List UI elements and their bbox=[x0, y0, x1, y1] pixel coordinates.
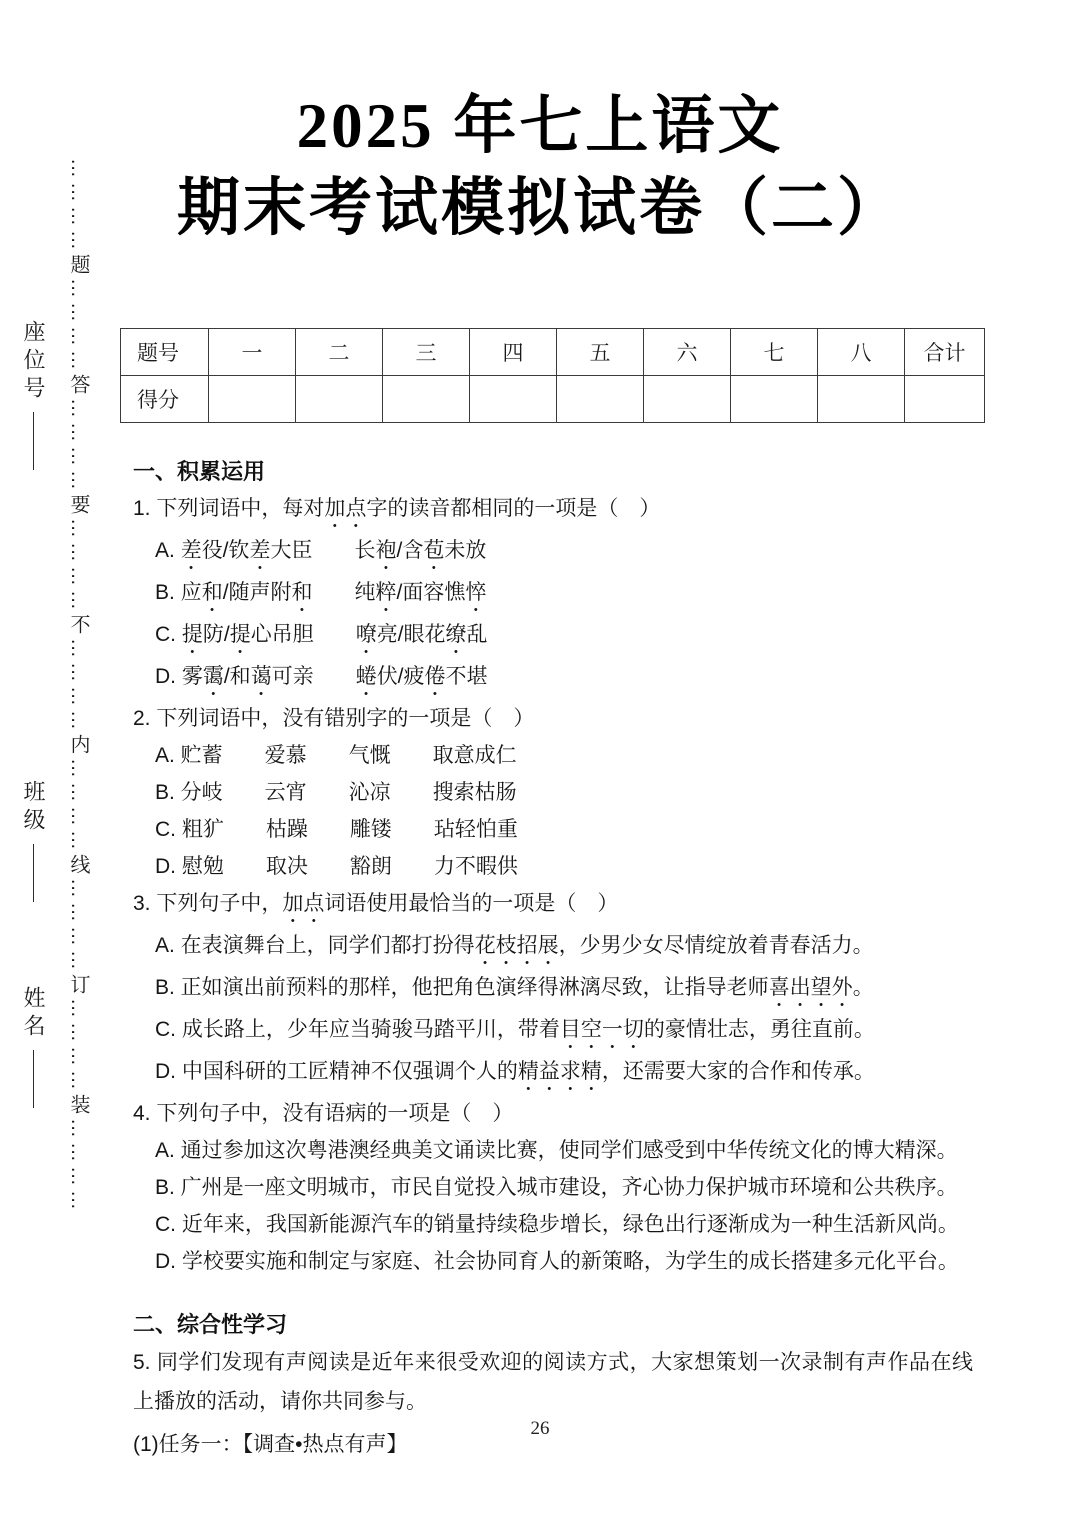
question-1-option-d: D. 雾霭/和蔼可亲 蜷伏/疲倦不堪 bbox=[155, 664, 488, 688]
class-blank bbox=[33, 844, 34, 902]
question-2-option-b: B. 分岐 云宵 沁凉 搜索枯肠 bbox=[155, 780, 517, 804]
question-3-option-b: B. 正如演出前预料的那样，他把角色演绎得淋漓尽致，让指导老师喜出望外。 bbox=[155, 975, 874, 999]
title-block bbox=[0, 0, 1080, 250]
question-number-header: 题号 bbox=[121, 328, 209, 375]
score-blank-cell bbox=[296, 375, 383, 422]
score-header-cell: 七 bbox=[731, 328, 818, 375]
score-header-cell: 一 bbox=[209, 328, 296, 375]
score-blank-cell bbox=[209, 375, 296, 422]
question-5-task1: (1)任务一：【调查•热点有声】 bbox=[133, 1432, 408, 1456]
section2-heading: 二、综合性学习 bbox=[133, 1311, 288, 1337]
score-header-cell: 五 bbox=[557, 328, 644, 375]
question-3-text: 3. 下列句子中，加点词语使用最恰当的一项是（ ） bbox=[133, 891, 619, 915]
question-3-option-a: A. 在表演舞台上，同学们都打扮得花枝招展，少男少女尽情绽放着青春活力。 bbox=[155, 933, 874, 957]
score-header-cell: 六 bbox=[644, 328, 731, 375]
question-1-option-c: C. 提防/提心吊胆 嘹亮/眼花缭乱 bbox=[155, 622, 488, 646]
score-header-cell: 四 bbox=[470, 328, 557, 375]
score-blank-cell bbox=[470, 375, 557, 422]
score-blank-cell bbox=[644, 375, 731, 422]
question-1-option-b: B. 应和/随声附和 纯粹/面容憔悴 bbox=[155, 580, 487, 604]
score-table bbox=[120, 328, 985, 423]
score-header-cell: 三 bbox=[383, 328, 470, 375]
class-label: 班级 bbox=[21, 780, 46, 836]
question-5-text: 5. 同学们发现有声阅读是近年来很受欢迎的阅读方式，大家想策划一次录制有声作品在线上播放的活动，请你共同参与。 bbox=[133, 1350, 973, 1413]
question-1-option-a: A. 差役/钦差大臣 长袍/含苞未放 bbox=[155, 538, 487, 562]
exam-title-line1: 2025 年七上语文 bbox=[296, 91, 784, 161]
score-blank-cell bbox=[818, 375, 905, 422]
class-field bbox=[18, 780, 49, 902]
score-blank-cell bbox=[557, 375, 644, 422]
score-blank-cell bbox=[731, 375, 818, 422]
name-field bbox=[18, 986, 49, 1108]
binding-line: …………题…………答…………要…………不…………内…………线…………订…………装………… bbox=[67, 158, 89, 1214]
total-header-cell: 合计 bbox=[905, 328, 985, 375]
name-label: 姓名 bbox=[21, 986, 46, 1042]
question-4-option-d: D. 学校要实施和制定与家庭、社会协同育人的新策略，为学生的成长搭建多元化平台。 bbox=[155, 1249, 959, 1273]
question-2-option-c: C. 粗犷 枯躁 雕镂 玷轻怕重 bbox=[155, 817, 518, 841]
question-4-option-a: A. 通过参加这次粤港澳经典美文诵读比赛，使同学们感受到中华传统文化的博大精深。 bbox=[155, 1138, 958, 1162]
question-4-text: 4. 下列句子中，没有语病的一项是（ ） bbox=[133, 1101, 514, 1125]
score-blank-cell bbox=[383, 375, 470, 422]
section1-heading: 一、积累运用 bbox=[133, 458, 266, 484]
question-3-option-d: D. 中国科研的工匠精神不仅强调个人的精益求精，还需要大家的合作和传承。 bbox=[155, 1059, 875, 1083]
question-2-option-a: A. 贮蓄 爱慕 气慨 取意成仁 bbox=[155, 743, 517, 767]
seat-number-field bbox=[18, 320, 49, 470]
score-header-cell: 二 bbox=[296, 328, 383, 375]
page-number: 26 bbox=[530, 1418, 550, 1439]
question-2-text: 2. 下列词语中，没有错别字的一项是（ ） bbox=[133, 706, 535, 730]
total-blank-cell bbox=[905, 375, 985, 422]
question-3-option-c: C. 成长路上，少年应当骑骏马踏平川，带着目空一切的豪情壮志，勇往直前。 bbox=[155, 1017, 875, 1041]
score-table-score-row bbox=[121, 375, 985, 422]
exam-title-line2: 期末考试模拟试卷（二） bbox=[177, 172, 903, 243]
score-header-cell: 八 bbox=[818, 328, 905, 375]
score-row-label: 得分 bbox=[121, 375, 209, 422]
question-4-option-c: C. 近年来，我国新能源汽车的销量持续稳步增长，绿色出行逐渐成为一种生活新风尚。 bbox=[155, 1212, 959, 1236]
question-2-option-d: D. 慰勉 取决 豁朗 力不暇供 bbox=[155, 854, 518, 878]
seat-number-blank bbox=[33, 412, 34, 470]
question-1-text: 1. 下列词语中，每对加点字的读音都相同的一项是（ ） bbox=[133, 496, 661, 520]
seat-number-label: 座位号 bbox=[21, 320, 46, 404]
name-blank bbox=[33, 1050, 34, 1108]
score-table-header-row bbox=[121, 328, 985, 375]
question-4-option-b: B. 广州是一座文明城市，市民自觉投入城市建设，齐心协力保护城市环境和公共秩序。 bbox=[155, 1175, 958, 1199]
